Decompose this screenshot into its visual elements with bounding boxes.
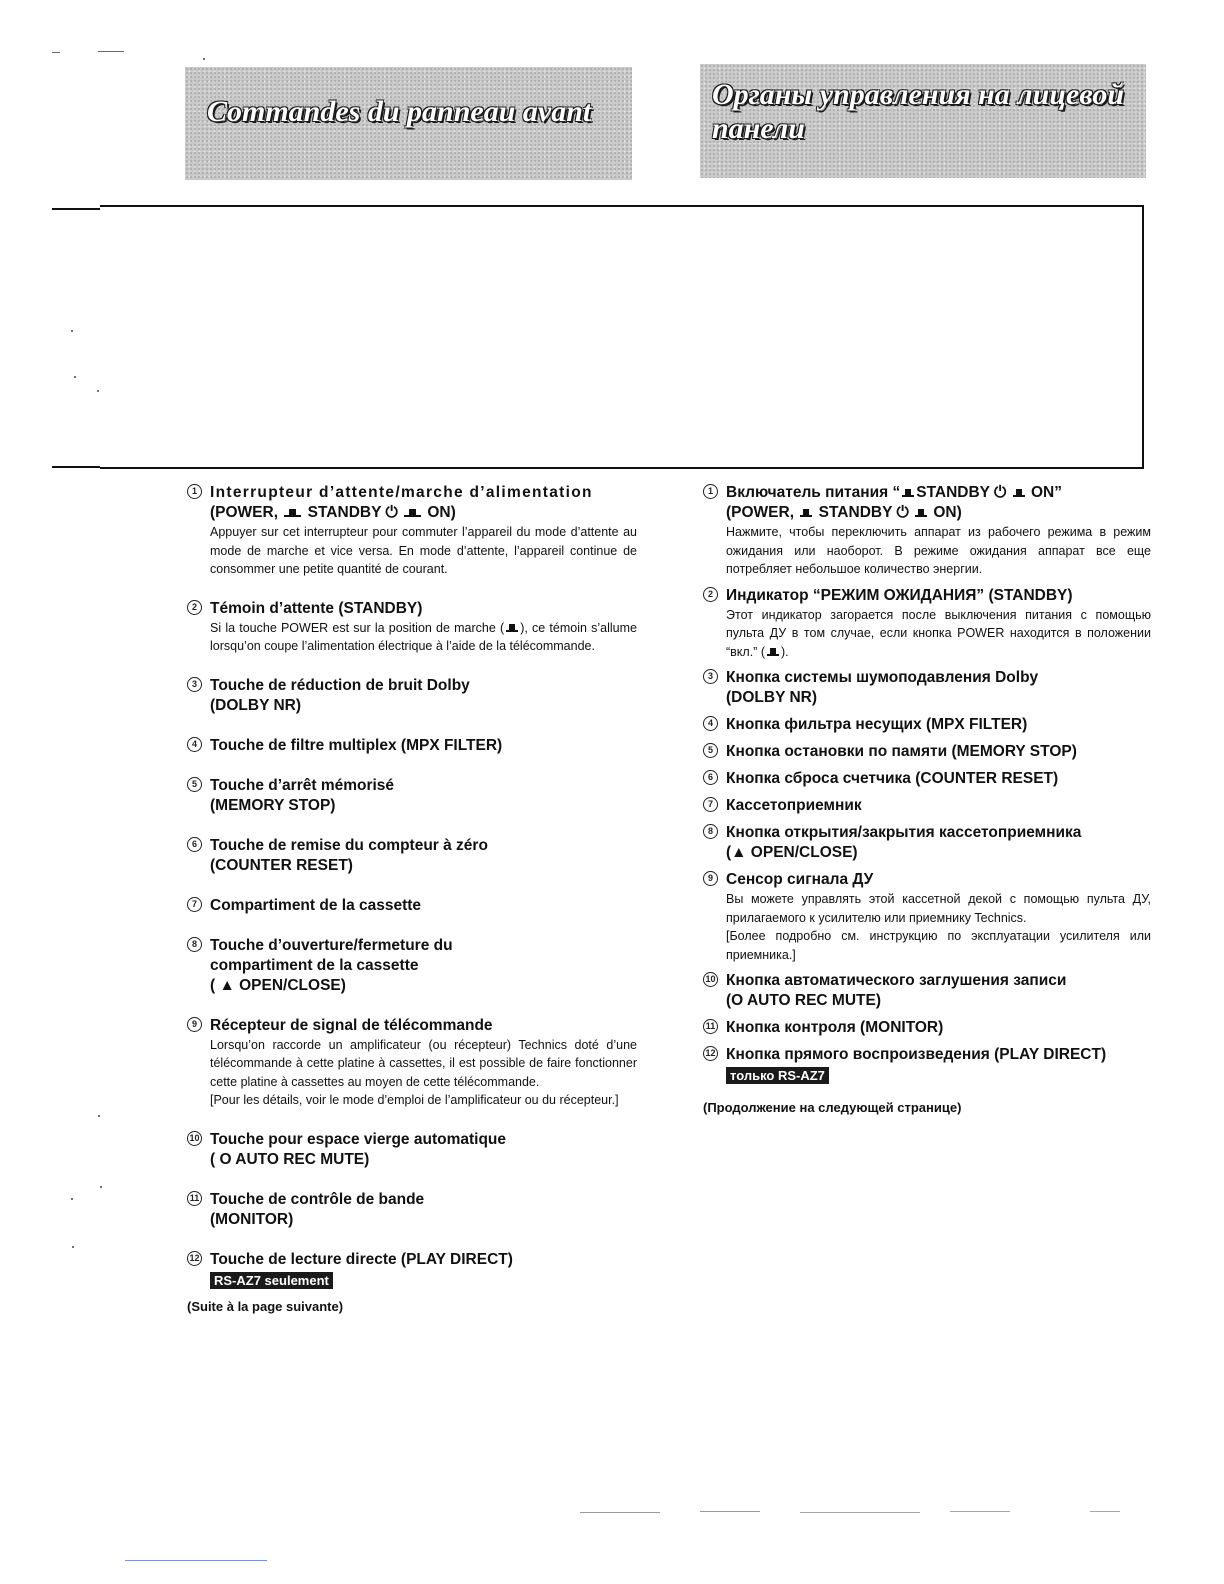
item-number: 1 (187, 484, 202, 499)
front-panel-diagram-frame (100, 205, 1144, 469)
item-number: 2 (187, 600, 202, 615)
page-mark (800, 1512, 920, 1513)
frame-rule-top (52, 208, 100, 210)
page-mark (1090, 1511, 1120, 1512)
speck (71, 1198, 73, 1200)
page-mark (580, 1512, 660, 1513)
item-title: Кнопка открытия/закрытия кассетоприемника (726, 824, 1082, 841)
on-position-icon (1013, 489, 1025, 497)
speck (74, 376, 76, 378)
list-item (703, 769, 1151, 789)
frame-rule-bottom (52, 466, 100, 468)
continued-note: (Suite à la page suivante) (187, 1298, 344, 1314)
item-title-line2: (POWER, STANDBY ⏻ ON) (726, 504, 962, 521)
item-number: 2 (703, 587, 718, 602)
item-description: Вы можете управлять этой кассетной декой с помощью пульта ДУ, прилагаемого к усилителю или приемнику Technics. [Более подробно см. инструкцию по эксплуатации усилителя или приемника.] (726, 892, 1151, 962)
on-position-icon (767, 648, 779, 656)
list-item (703, 1018, 1151, 1038)
item-title: Кнопка остановки по памяти (MEMORY STOP) (726, 743, 1077, 760)
list-item (703, 1045, 1151, 1085)
page-mark (52, 52, 60, 53)
item-title: Индикатор “РЕЖИМ ОЖИДАНИЯ” (STANDBY) (726, 586, 1073, 604)
item-number: 5 (187, 777, 202, 792)
item-number: 9 (187, 1017, 202, 1032)
item-title: Кнопка контроля (MONITOR) (726, 1019, 944, 1036)
header-banner-ru (700, 64, 1146, 178)
item-title: Кнопка фильтра несущих (MPX FILTER) (726, 716, 1028, 733)
item-number: 4 (703, 716, 718, 731)
list-item (187, 836, 637, 876)
item-number: 3 (703, 669, 718, 684)
list-item (703, 668, 1151, 708)
item-number: 12 (187, 1251, 202, 1266)
item-title-line2: (MONITOR) (210, 1210, 294, 1228)
header-banner-fr (185, 67, 632, 180)
item-title: Кнопка сброса счетчика (COUNTER RESET) (726, 770, 1059, 787)
item-title: Включатель питания “ STANDBY ⏻ ON” (726, 484, 1062, 501)
item-number: 7 (703, 797, 718, 812)
item-number: 11 (187, 1191, 202, 1206)
list-item (187, 736, 637, 756)
item-title-line3: ( ▲ OPEN/CLOSE) (210, 976, 346, 994)
russian-column (703, 483, 1151, 1117)
item-title: Témoin d’attente (STANDBY) (210, 599, 423, 617)
item-title-line2: compartiment de la cassette (210, 956, 419, 974)
item-description: Si la touche POWER est sur la position de marche ( ), ce témoin s’allume lorsqu’on coupe l’alimentation électrique à l’aide de la télécommande. (210, 620, 637, 653)
list-item (187, 1250, 637, 1290)
list-item (187, 1130, 637, 1170)
item-title: Touche d’ouverture/fermeture du (210, 936, 453, 954)
item-title-line2: (COUNTER RESET) (210, 856, 353, 874)
item-number: 7 (187, 897, 202, 912)
model-badge: RS-AZ7 seulement (210, 1272, 333, 1289)
list-item (703, 715, 1151, 735)
item-number: 8 (703, 824, 718, 839)
speck (203, 58, 205, 60)
item-title-line2: (MEMORY STOP) (210, 796, 336, 814)
list-item (187, 1190, 637, 1230)
item-title-line2: (▲ OPEN/CLOSE) (726, 844, 858, 861)
item-title: Touche de remise du compteur à zéro (210, 836, 488, 854)
list-item (703, 742, 1151, 762)
item-title-line2: (DOLBY NR) (210, 696, 301, 714)
item-title: Кнопка прямого воспроизведения (PLAY DIRECT) (726, 1046, 1107, 1063)
list-item (187, 676, 637, 716)
standby-position-icon (902, 489, 914, 497)
list-item (703, 586, 1151, 662)
item-title: Interrupteur d’attente/marche d’alimentation (210, 484, 593, 501)
list-item (703, 870, 1151, 964)
list-item (187, 896, 637, 916)
page-mark (700, 1511, 760, 1512)
continued-note: (Продолжение на следующей странице) (703, 1100, 962, 1115)
item-title: Touche de filtre multiplex (MPX FILTER) (210, 736, 503, 754)
item-number: 3 (187, 677, 202, 692)
model-badge: только RS-AZ7 (726, 1067, 829, 1084)
page-mark (98, 51, 124, 52)
item-number: 5 (703, 743, 718, 758)
standby-position-icon (284, 509, 301, 517)
item-number: 4 (187, 737, 202, 752)
item-number: 9 (703, 871, 718, 886)
french-column (187, 483, 637, 1316)
item-title-line2: ( O AUTO REC MUTE) (210, 1150, 370, 1168)
page-mark (950, 1511, 1010, 1512)
item-number: 10 (703, 972, 718, 987)
speck (71, 330, 73, 332)
on-position-icon (506, 624, 518, 632)
item-title: Touche pour espace vierge automatique (210, 1130, 507, 1148)
item-title: Кассетоприемник (726, 797, 862, 814)
item-number: 10 (187, 1131, 202, 1146)
item-number: 11 (703, 1019, 718, 1034)
page-mark (125, 1560, 267, 1561)
list-item (187, 936, 637, 996)
item-description: Lorsqu’on raccorde un amplificateur (ou récepteur) Technics doté d’une télécommande à cette platine à cassettes, il est possible de faire fonctionner cette platine à cassettes au moyen de cette télécommande. [Pour les détails, voir le mode d’emploi de l’amplificateur ou du récepteur.] (210, 1037, 637, 1107)
item-title: Сенсор сигнала ДУ (726, 871, 874, 888)
item-title: Touche de réduction de bruit Dolby (210, 676, 470, 694)
item-number: 12 (703, 1046, 718, 1061)
item-number: 6 (703, 770, 718, 785)
list-item (187, 483, 637, 579)
item-number: 6 (187, 837, 202, 852)
speck (72, 1246, 74, 1248)
list-item (703, 971, 1151, 1011)
page-title-ru: Органы управления на лицевой панели (712, 78, 1125, 145)
list-item (703, 823, 1151, 863)
item-title: Touche d’arrêt mémorisé (210, 776, 395, 794)
item-title: Touche de contrôle de bande (210, 1190, 425, 1208)
item-description: Нажмите, чтобы переключить аппарат из рабочего режима в режим ожидания или наоборот. В режиме ожидания аппарат все еще потребляет небольшое количество энергии. (726, 525, 1151, 576)
standby-position-icon (800, 509, 812, 517)
list-item (187, 776, 637, 816)
item-title: Récepteur de signal de télécommande (210, 1016, 493, 1034)
item-title: Кнопка системы шумоподавления Dolby (726, 669, 1039, 686)
item-title-line2: (POWER, STANDBY ⏻ ON) (210, 504, 456, 521)
item-title: Compartiment de la cassette (210, 896, 422, 914)
on-position-icon (404, 509, 421, 517)
item-title: Кнопка автоматического заглушения записи (726, 972, 1067, 989)
item-title: Touche de lecture directe (PLAY DIRECT) (210, 1250, 513, 1268)
speck (98, 1115, 100, 1117)
list-item (187, 599, 637, 656)
item-title-line2: (O AUTO REC MUTE) (726, 992, 881, 1009)
list-item (703, 483, 1151, 579)
item-title-line2: (DOLBY NR) (726, 689, 817, 706)
list-item (703, 796, 1151, 816)
speck (97, 390, 99, 392)
page-title-fr: Commandes du panneau avant (207, 95, 592, 128)
item-description: Appuyer sur cet interrupteur pour commuter l’appareil du mode d’attente au mode de marche et vice versa. En mode d’attente, l’appareil continue de consommer une petite quantité de courant. (210, 525, 637, 576)
item-number: 1 (703, 484, 718, 499)
item-description: Этот индикатор загорается после выключения питания с помощью пульта ДУ в том случае, если кнопка POWER находится в положении “вкл.” ( ). (726, 607, 1151, 659)
item-number: 8 (187, 937, 202, 952)
speck (100, 1186, 102, 1188)
list-item (187, 1016, 637, 1110)
on-position-icon (915, 509, 927, 517)
